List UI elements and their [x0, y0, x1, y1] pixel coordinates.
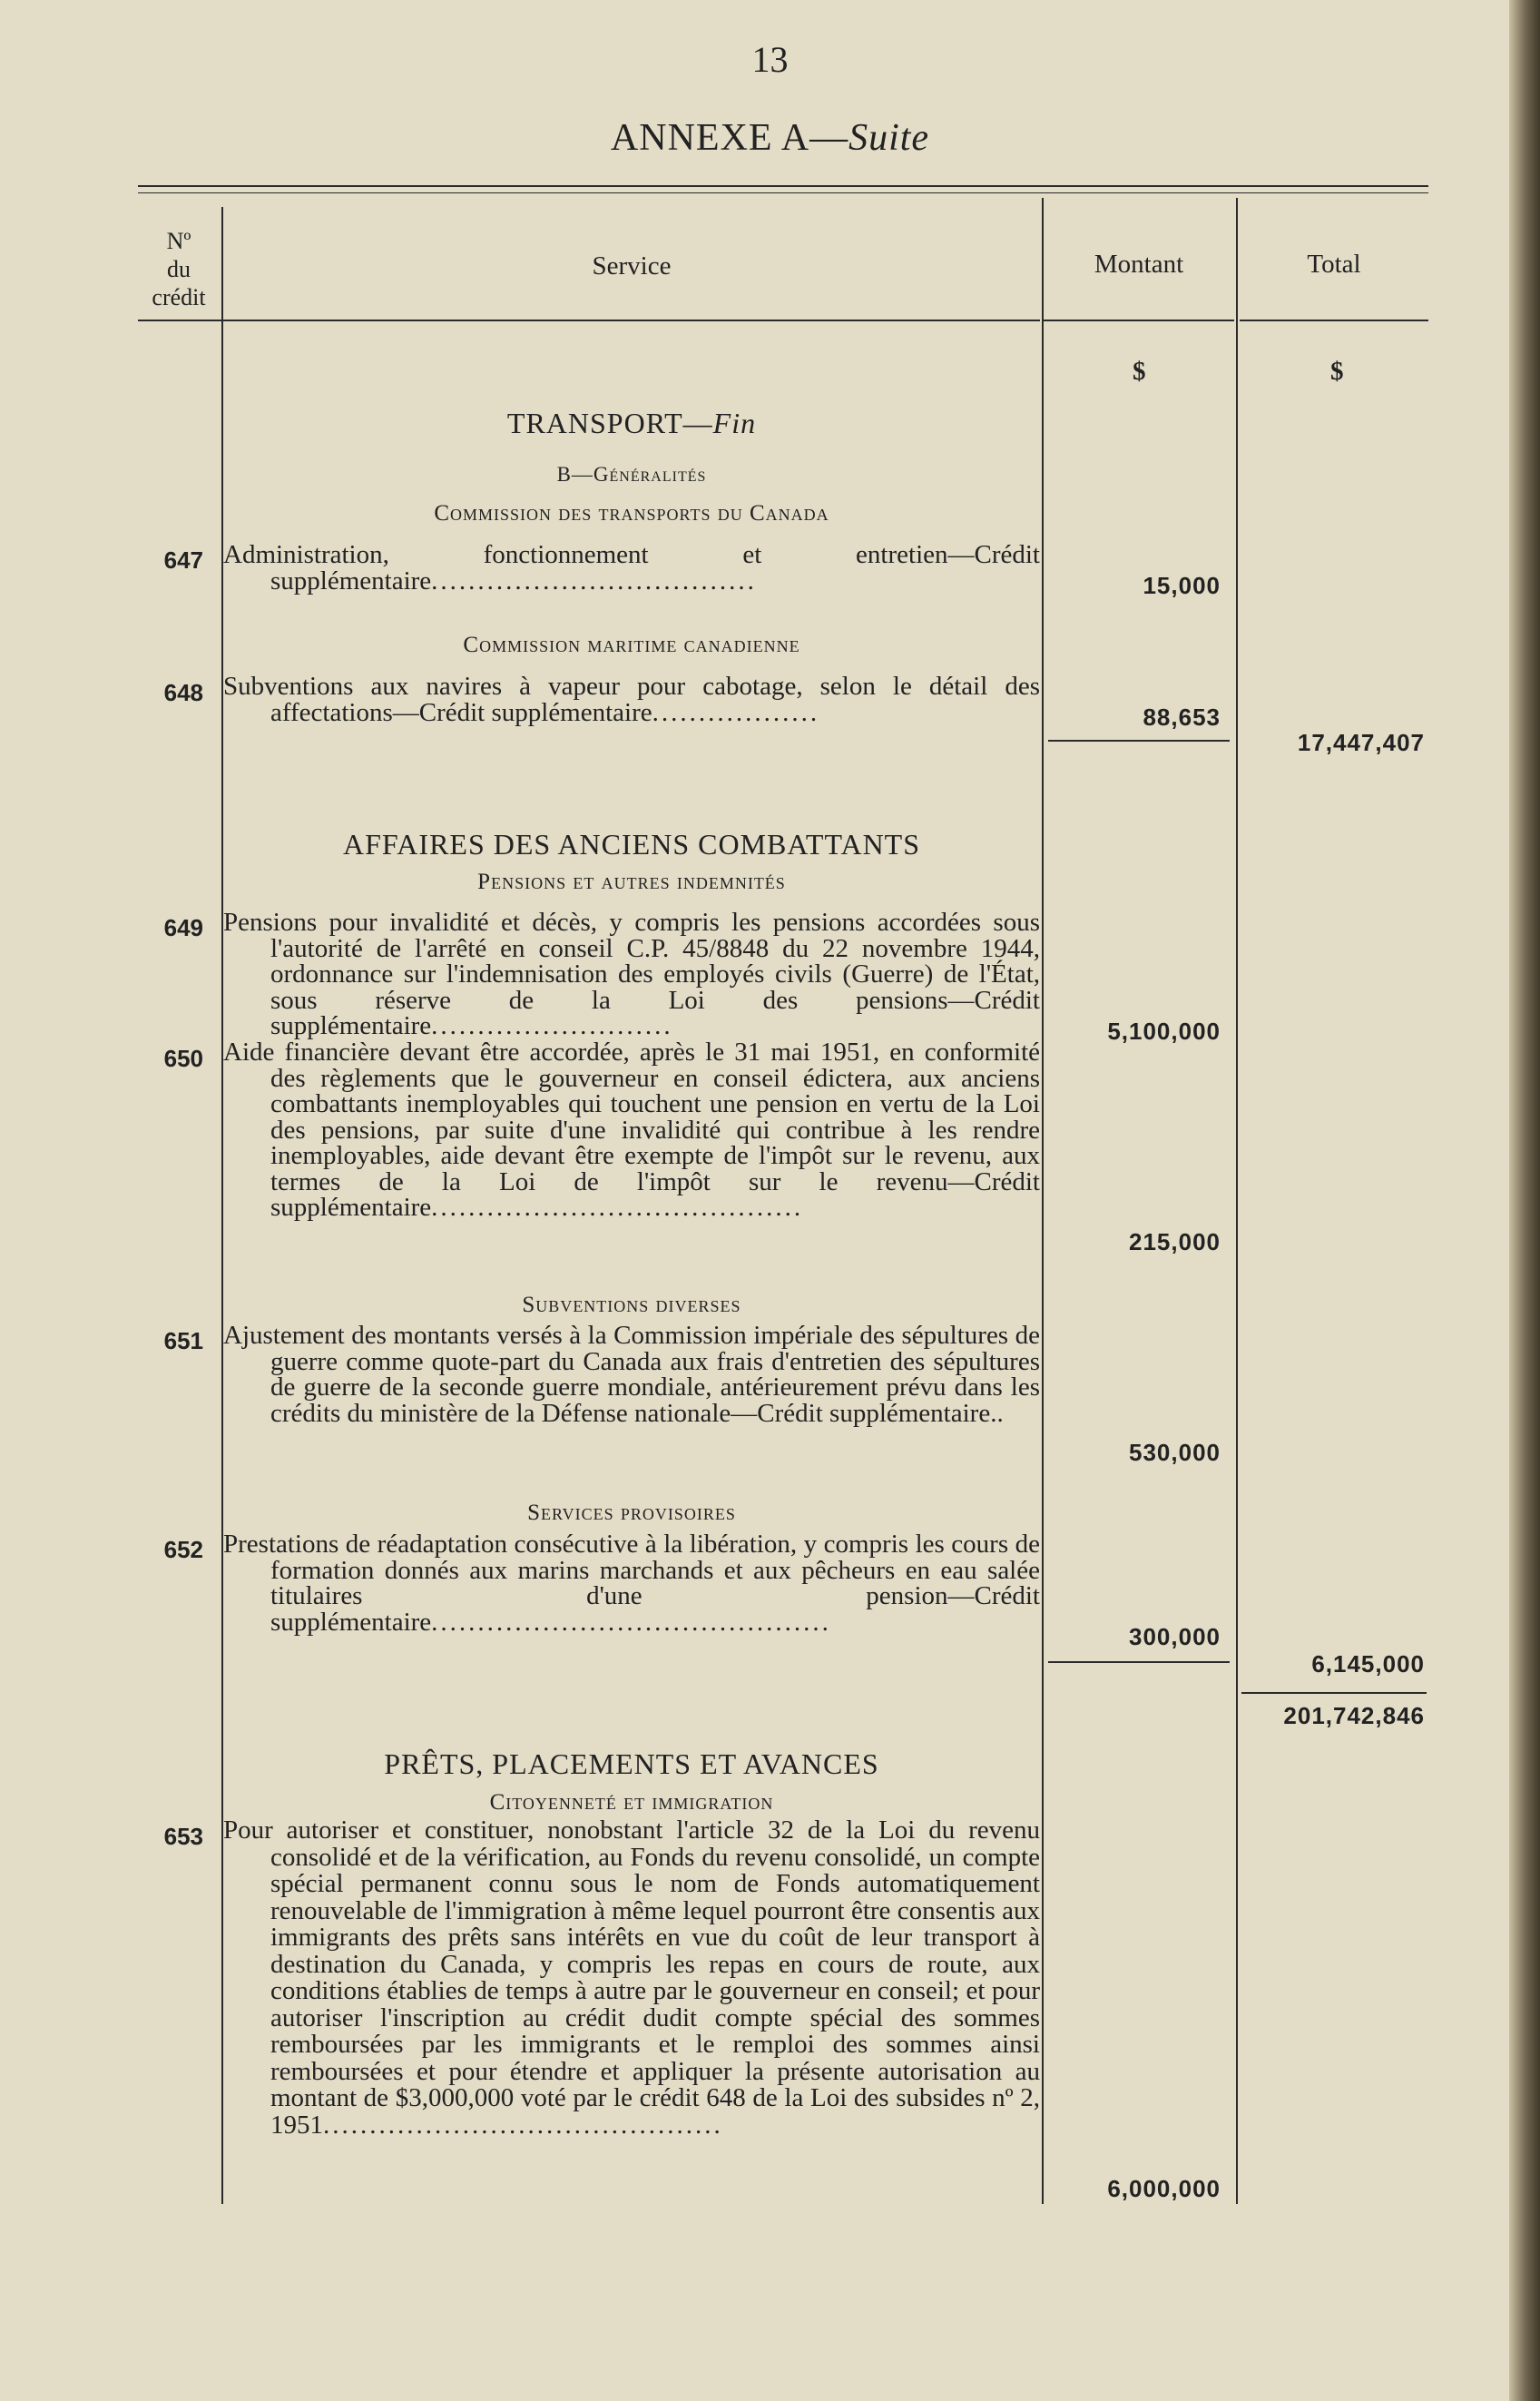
group-heading: Commission maritime canadienne [463, 633, 800, 657]
column-header-montant: Montant [1094, 250, 1184, 279]
group-heading: Subventions diverses [522, 1293, 741, 1317]
annex-title-suffix: Suite [848, 117, 930, 159]
column-divider-montant [1236, 198, 1238, 2204]
credit-number: 650 [163, 1045, 203, 1072]
credit-number: 652 [163, 1536, 203, 1563]
group-heading: Services provisoires [527, 1501, 736, 1525]
service-text: Aide financière devant être accordée, après le 31 mai 1951, en conformité des règlements que le gouverneur en conseil édictera, aux anciens combattants inemployables qui touchent une pension en vertu de la Loi des pensions, par suite d'une invalidité qui contribue à les rendre inemployables, aide devant être exempte de l'impôt sur le revenu, aux termes de la Loi de l'impôt sur le revenu—Crédit supplémentaire........................................ [223, 1038, 1040, 1222]
amount: 530,000 [1129, 1439, 1221, 1466]
top-rule-thin [138, 192, 1428, 193]
credit-number: 647 [163, 546, 203, 574]
currency-total: $ [1330, 357, 1344, 386]
credit-number: 649 [163, 914, 203, 941]
column-header-total: Total [1307, 250, 1361, 279]
amount: 5,100,000 [1107, 1018, 1221, 1045]
currency-montant: $ [1133, 357, 1146, 386]
section-total: 6,145,000 [1311, 1650, 1425, 1678]
section-subtitle-generalites: B—Généralités [556, 463, 707, 486]
section-title-transport: TRANSPORT—Fin [506, 407, 757, 439]
amount: 300,000 [1129, 1623, 1221, 1650]
service-text: Administration, fonctionnement et entretien—Crédit supplémentaire................................... [223, 540, 1040, 595]
amount: 88,653 [1143, 704, 1221, 731]
top-rule [138, 185, 1428, 187]
group-heading: Pensions et autres indemnités [477, 870, 786, 894]
page-binding-edge [1509, 0, 1540, 2401]
header-rule-number [138, 320, 221, 321]
section-title-prets-placements: PRÊTS, PLACEMENTS ET AVANCES [384, 1747, 879, 1780]
service-text: Subventions aux navires à vapeur pour cabotage, selon le détail des affectations—Crédit supplémentaire.................. [223, 672, 1040, 727]
header-rule-montant [1044, 320, 1234, 321]
amount: 6,000,000 [1107, 2175, 1221, 2202]
group-heading: Commission des transports du Canada [434, 501, 829, 526]
service-text: Pensions pour invalidité et décès, y compris les pensions accordées sous l'autorité de l'arrêté en conseil C.P. 45/8848 du 22 novembre 1944, ordonnance sur l'indemnisation des employés civils (Guerre) de l'État, sous réserve de la Loi des pensions—Crédit supplémentaire.......................... [223, 908, 1040, 1040]
column-divider-service [1042, 198, 1044, 2204]
header-rule-service [223, 320, 1040, 321]
service-text: Ajustement des montants versés à la Commission impériale des sépultures de guerre comme quote-part du Canada aux frais d'entretien des sépultures de guerre de la seconde guerre mondiale, antérieurement prévu dans les crédits du ministère de la Défense nationale—Crédit supplémentaire.. [223, 1321, 1040, 1428]
column-header-service: Service [592, 251, 672, 280]
credit-number: 648 [163, 679, 203, 706]
credit-number: 651 [163, 1327, 203, 1354]
page-number: 13 [751, 39, 789, 80]
credit-number: 653 [163, 1823, 203, 1850]
service-text: Pour autoriser et constituer, nonobstant l'article 32 de la Loi du revenu consolidé et de la vérification, au Fonds du revenu consolidé, un compte spécial permanent connu sous le nom de Fonds automatiquement renouvelable de l'immigration à même lequel pourront être consentis aux immigrants des prêts sans intérêts en vue du coût de leur transport à destination du Canada, y compris les repas en cours de route, aux conditions établies de temps à autre par le gouverneur en conseil; et pour autoriser l'inscription au crédit dudit compte spécial des sommes remboursées par les immigrants et le remploi des sommes ainsi remboursées et pour étendre et appliquer la présente autorisation au montant de $3,000,000 voté par le crédit 648 de la Loi des subsides nº 2, 1951........................................... [223, 1816, 1040, 2140]
header-rule-total [1240, 320, 1428, 321]
grand-total: 201,742,846 [1283, 1702, 1425, 1729]
subtotal-rule [1048, 740, 1230, 742]
amount: 215,000 [1129, 1228, 1221, 1255]
grand-total-rule [1241, 1692, 1427, 1694]
annex-title: ANNEXE A—Suite [610, 117, 930, 159]
section-total: 17,447,407 [1297, 729, 1425, 756]
amount: 15,000 [1143, 572, 1221, 599]
section-title-anciens-combattants: AFFAIRES DES ANCIENS COMBATTANTS [342, 828, 921, 861]
column-header-number: Nº du crédit [152, 228, 206, 310]
group-heading: Citoyenneté et immigration [489, 1790, 774, 1815]
subtotal-rule [1048, 1661, 1230, 1663]
service-text: Prestations de réadaptation consécutive à la libération, y compris les cours de formation donnés aux marins marchands et aux pêcheurs en eau salée titulaires d'une pension—Crédit supplémentaire........................................... [223, 1530, 1040, 1637]
